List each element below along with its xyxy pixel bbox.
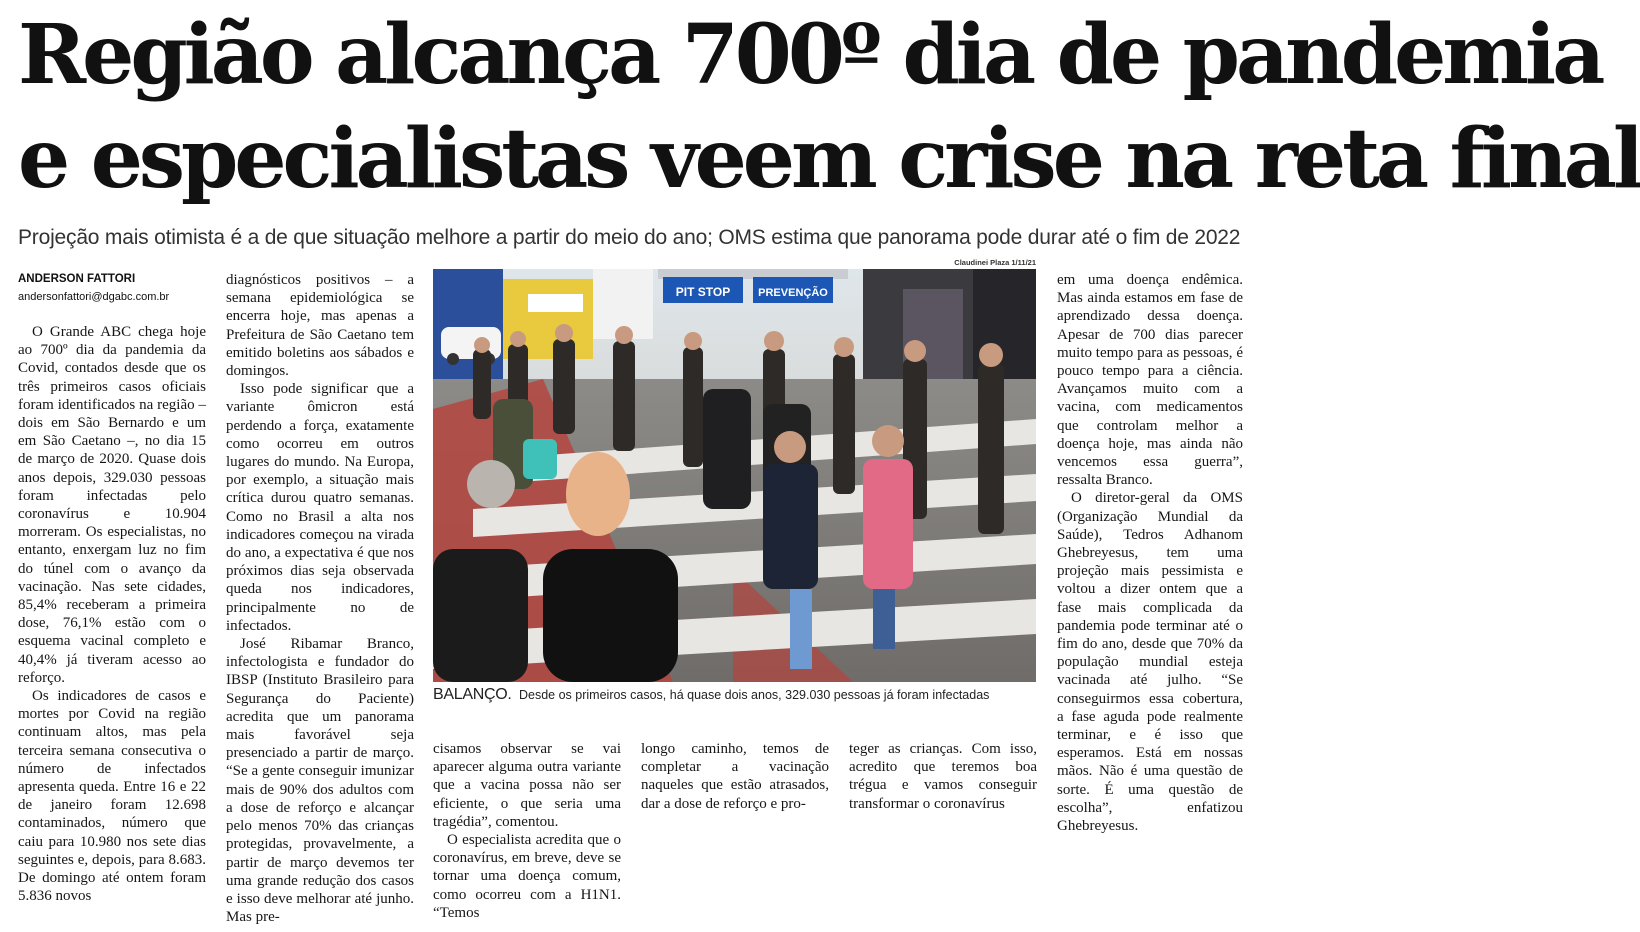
caption-text: Desde os primeiros casos, há quase dois anos, 329.030 pessoas já foram infectadas — [519, 688, 990, 702]
article-column-1 — [18, 323, 206, 906]
paragraph: O diretor-geral da OMS (Organização Mundial da Saúde), Tedros Adhanom Ghebreyesus, tem uma projeção mais pessimista e voltou a dizer ontem que a fase mais complicada da pandemia pode terminar até o fim do ano, desde que 70% da população mundial esteja vacinada até julho. “Se conseguirmos essa cobertura, a fase aguda pode realmente terminar, e é isso que esperamos. Está em nossas mãos. Não é uma questão de sorte. É uma questão de escolha”, enfatizou Ghebreyesus. — [1057, 490, 1243, 835]
article-column-5 — [849, 740, 1037, 813]
headline-line-2: e especialistas veem crise na reta final — [18, 111, 1640, 207]
headline-line-1: Região alcança 700º dia de pandemia — [18, 7, 1602, 103]
article-column-6 — [1057, 271, 1243, 835]
article-column-2 — [226, 271, 414, 926]
author-email: andersonfattori@dgabc.com.br — [18, 291, 170, 303]
paragraph: José Ribamar Branco, infectologista e fundador do IBSP (Instituto Brasileiro para Segurança do Paciente) acredita que um panorama mais favorável seja presenciado a partir de março. “Se a gente conseguir imunizar mais de 90% dos adultos com a dose de reforço e alcançar pelo menos 70% das crianças protegidas, provavelmente, a partir de março devemos ter uma grande redução dos casos e isso deve melhorar até junho. Mas pre- — [226, 636, 414, 926]
banner-sign-right: PREVENÇÃO — [758, 287, 828, 299]
paragraph: Isso pode significar que a variante ômicron está perdendo a força, exatamente como ocorreu em outros lugares do mundo. Na Europa, por exemplo, a situação mais crítica durou quatro semanas. Como no Brasil a alta nos indicadores começou na virada do ano, a expectativa é que nos próximos dias seja observada queda nos indicadores, principalmente no de infectados. — [226, 381, 414, 634]
subheadline: Projeção mais otimista é a de que situação melhore a partir do meio do ano; OMS estima que panorama pode durar até o fim de 2022 — [18, 226, 1241, 249]
news-photo — [433, 269, 1036, 682]
caption-lead: BALANÇO. — [433, 686, 512, 703]
paragraph: teger as crianças. Com isso, acredito que teremos boa trégua e vamos conseguir transformar o coronavírus — [849, 741, 1037, 812]
paragraph: cisamos observar se vai aparecer alguma outra variante que a vacina possa não ser eficiente, o que seria uma tragédia”, comentou. — [433, 741, 621, 830]
author-name: ANDERSON FATTORI — [18, 273, 136, 285]
photo-credit: Claudinei Plaza 1/11/21 — [954, 258, 1036, 267]
photo-caption — [433, 686, 1036, 704]
paragraph: Os indicadores de casos e mortes por Covid na região continuam altos, mas pela terceira semana consecutiva o número de infectados apresenta queda. Entre 16 e 22 de janeiro foram 12.698 contaminados, número que caiu para 10.980 nos sete dias seguintes e, depois, para 8.683. De domingo até ontem foram 5.836 novos — [18, 688, 206, 905]
paragraph: longo caminho, temos de completar a vacinação naqueles que estão atrasados, dar a dose de reforço e pro- — [641, 741, 829, 812]
paragraph: O especialista acredita que o coronavírus, em breve, deve se tornar uma doença comum, como ocorreu com a H1N1. “Temos — [433, 832, 621, 921]
article-column-4 — [641, 740, 829, 813]
paragraph: O Grande ABC chega hoje ao 700º dia da pandemia da Covid, contados desde que os três primeiros casos oficiais foram identificados na região – dois em São Bernardo e um em São Caetano –, no dia 15 de março de 2020. Quase dois anos depois, 329.030 pessoas foram infectadas pelo coronavírus e 10.904 morreram. Os especialistas, no entanto, enxergam luz no fim do túnel com o avanço da vacinação. Nas sete cidades, 85,4% receberam a primeira dose, 76,1% estão com o esquema vacinal completo e 40,4% já tiveram acesso ao reforço. — [18, 324, 206, 686]
paragraph: em uma doença endêmica. Mas ainda estamos em fase de aprendizado dessa doença. Apesar de 700 dias parecer muito tempo para as pessoas, é pouco tempo para a ciência. Avançamos muito com a vacina, com medicamentos que controlam melhor a doença hoje, mas ainda não vencemos essa guerra”, ressalta Branco. — [1057, 272, 1243, 489]
banner-sign-left: PIT STOP — [675, 285, 731, 299]
paragraph: diagnósticos positivos – a semana epidemiológica se encerra hoje, mas apenas a Prefeitura de São Caetano tem emitido boletins aos sábados e domingos. — [226, 272, 414, 380]
article-column-3 — [433, 740, 621, 922]
